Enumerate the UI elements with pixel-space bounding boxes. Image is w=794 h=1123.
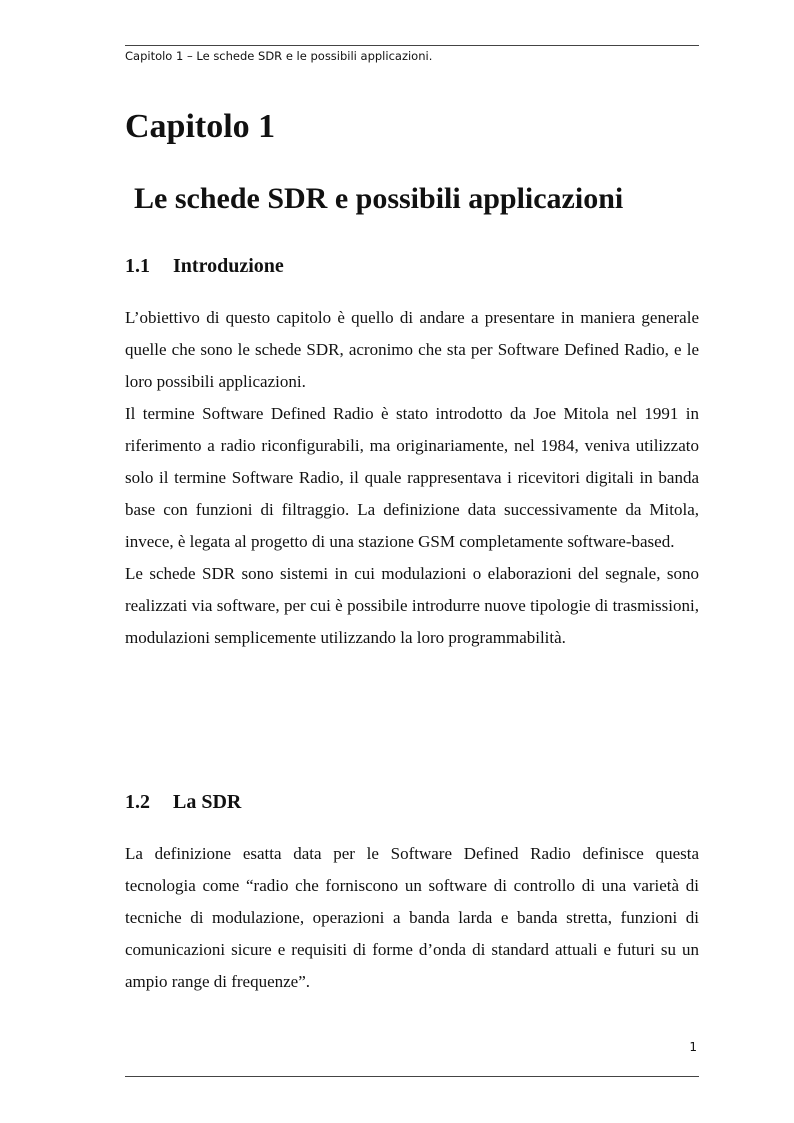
section-number: 1.1 bbox=[125, 255, 150, 277]
paragraph: L’obiettivo di questo capitolo è quello di andare a presentare in maniera generale quelle che sono le schede SDR, acronimo che sta per Software Defined Radio, e le loro possibili applicazioni. bbox=[125, 308, 699, 391]
chapter-title: Le schede SDR e possibili applicazioni bbox=[134, 182, 624, 215]
section-number: 1.2 bbox=[125, 791, 150, 813]
paragraph: La definizione esatta data per le Software Defined Radio definisce questa tecnologia come “radio che forniscono un software di controllo di una varietà di tecniche di modulazione, operazioni a banda larda e banda stretta, funzioni di comunicazioni sicure e requisiti di forme d’onda di standard attuali e futuri su un ampio range di frequenze”. bbox=[125, 844, 699, 991]
paragraph: Le schede SDR sono sistemi in cui modulazioni o elaborazioni del segnale, sono realizzati via software, per cui è possibile introdurre nuove tipologie di trasmissioni, modulazioni semplicemente utilizzando la loro programmabilità. bbox=[125, 564, 699, 647]
header-rule bbox=[125, 45, 699, 46]
section-title: Introduzione bbox=[173, 255, 284, 277]
paragraph: Il termine Software Defined Radio è stato introdotto da Joe Mitola nel 1991 in riferimento a radio riconfigurabili, ma originariamente, nel 1984, veniva utilizzato solo il termine Software Radio, il quale rappresentava i ricevitori digitali in banda base con funzioni di filtraggio. La definizione data successivamente da Mitola, invece, è legata al progetto di una stazione GSM completamente software-based. bbox=[125, 404, 699, 551]
section-body-intro bbox=[125, 302, 699, 654]
section-title: La SDR bbox=[173, 791, 242, 813]
section-heading-intro bbox=[125, 255, 284, 278]
section-heading-sdr bbox=[125, 791, 241, 814]
footer-rule bbox=[125, 1076, 699, 1077]
running-header: Capitolo 1 – Le schede SDR e le possibili applicazioni. bbox=[125, 49, 433, 63]
page-number: 1 bbox=[689, 1040, 697, 1054]
section-body-sdr bbox=[125, 838, 699, 998]
chapter-label: Capitolo 1 bbox=[125, 108, 276, 145]
